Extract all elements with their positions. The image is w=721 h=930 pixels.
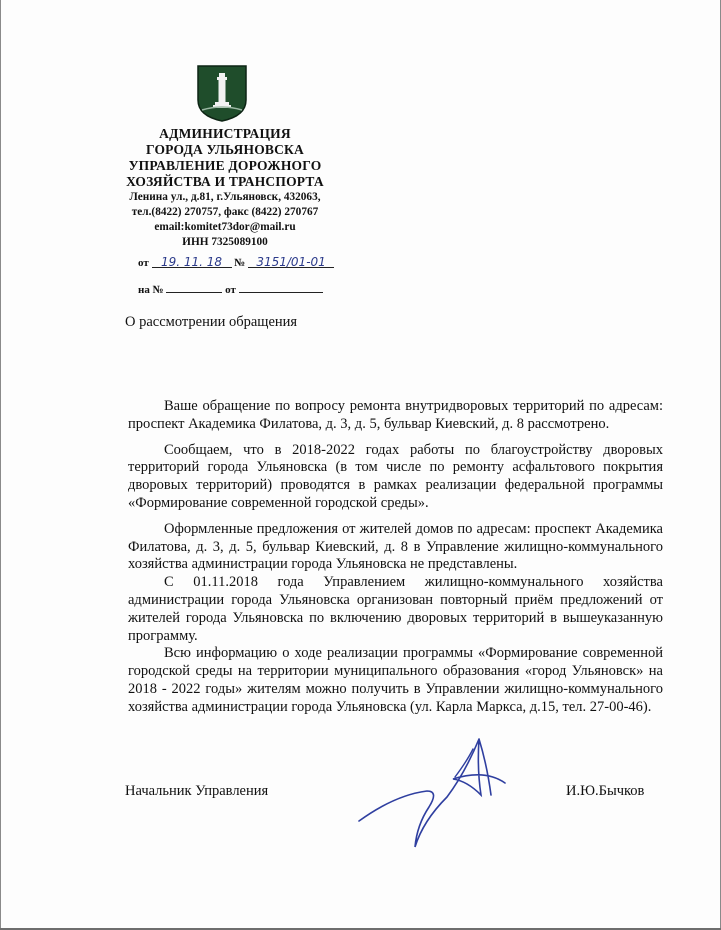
org-line-1: АДМИНИСТРАЦИЯ <box>159 126 291 141</box>
org-address: Ленина ул., д.81, г.Ульяновск, 432063, <box>129 191 321 203</box>
body-paragraph-3: Оформленные предложения от жителей домов по адресам: проспект Академика Филатова, д. 3, д. 5, бульвар Киевский, д. 8 в Управление жилищно-коммунального хозяйства администрации города Ульяновска не представлены. <box>128 520 663 573</box>
outgoing-ref-line <box>138 255 334 269</box>
signer-name: И.Ю.Бычков <box>566 783 645 799</box>
org-line-4: ХОЗЯЙСТВА И ТРАНСПОРТА <box>126 174 324 189</box>
ref-date-value: 19. 11. 18 <box>160 255 223 269</box>
ref-number-field <box>248 255 334 268</box>
reply-number-label: на № <box>138 284 164 296</box>
org-inn: ИНН 7325089100 <box>182 236 268 248</box>
reply-from-label: от <box>225 284 236 296</box>
ref-number-value: 3151/01-01 <box>256 255 326 269</box>
reply-number-field <box>166 280 222 293</box>
city-emblem-icon <box>196 64 248 122</box>
body-paragraph-4: С 01.11.2018 года Управлением жилищно-коммунального хозяйства администрации города Ульяновска организован повторный приём предложений от жителей города Ульяновска по включению дворовых территорий в вышеуказанную программу. <box>128 574 663 644</box>
ref-number-label: № <box>234 257 246 269</box>
body-paragraph-1: Ваше обращение по вопросу ремонта внутридворовых территорий по адресам: проспект Академика Филатова, д. 3, д. 5, бульвар Киевский, д. 8 рассмотрено. <box>128 398 663 432</box>
body-paragraph-2: Сообщаем, что в 2018-2022 годах работы по благоустройству дворовых территорий города Ульяновска (в том числе по ремонту асфальтового покрытия дворовых территорий) проводятся в рамках реализации федеральной программы «Формирование современной городской среды». <box>128 441 663 511</box>
letterhead <box>110 126 340 250</box>
page-edge-left <box>0 0 1 930</box>
org-line-3: УПРАВЛЕНИЕ ДОРОЖНОГО <box>128 158 322 173</box>
org-line-2: ГОРОДА УЛЬЯНОВСКА <box>146 142 304 157</box>
body-paragraph-5: Всю информацию о ходе реализации программы «Формирование современной городской среды на территории муниципального образования «город Ульяновск» на 2018 - 2022 годы» жителям можно получить в Управлении жилищно-коммунального хозяйства администрации города Ульяновска (ул. Карла Маркса, д.15, тел. 27-00-46). <box>128 645 663 715</box>
letter-body <box>128 398 663 717</box>
handwritten-signature <box>355 725 525 855</box>
signer-position: Начальник Управления <box>125 783 269 799</box>
reply-ref-line <box>138 280 323 296</box>
letter-subject: О рассмотрении обращения <box>125 314 298 330</box>
org-email: email:komitet73dor@mail.ru <box>154 221 296 233</box>
org-phone: тел.(8422) 270757, факс (8422) 270767 <box>131 206 319 218</box>
ref-date-field <box>152 255 232 268</box>
ref-from-label: от <box>138 257 149 269</box>
reply-date-field <box>239 280 323 293</box>
